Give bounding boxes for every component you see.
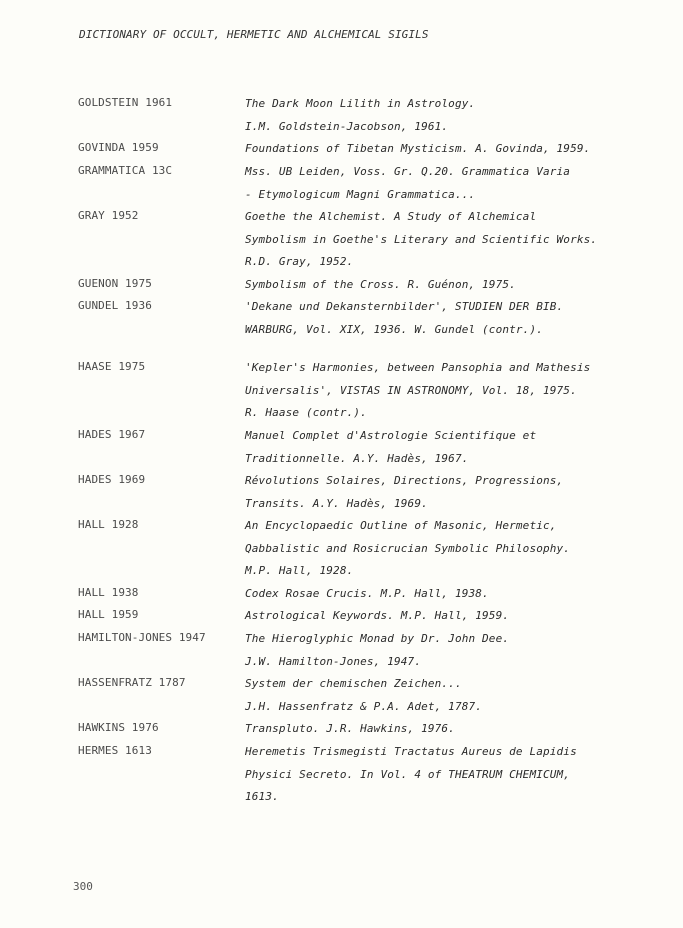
entry-description-line: Manuel Complet d'Astrologie Scientifique et <box>245 429 537 442</box>
entry-description-line: The Hieroglyphic Monad by Dr. John Dee. <box>245 632 510 645</box>
entry-description-line: Foundations of Tibetan Mysticism. A. Govinda, 1959. <box>245 142 591 155</box>
running-title: DICTIONARY OF OCCULT, HERMETIC AND ALCHEMICAL SIGILS <box>79 28 429 41</box>
entry-key: HERMES 1613 <box>78 744 152 757</box>
entry-description <box>245 141 590 164</box>
entry-key: HAMILTON-JONES 1947 <box>78 631 206 644</box>
entry-key: GOVINDA 1959 <box>78 141 159 154</box>
entry-key: GRAY 1952 <box>78 209 139 222</box>
entry-key: HALL 1938 <box>78 586 139 599</box>
entry-description-line: Transpluto. J.R. Hawkins, 1976. <box>245 722 455 735</box>
entry-description <box>245 428 536 473</box>
entry-description-line: Symbolism in Goethe's Literary and Scientific Works. <box>245 232 598 246</box>
entry-description-line: Codex Rosae Crucis. M.P. Hall, 1938. <box>245 587 489 600</box>
entry-description <box>245 518 570 586</box>
entry-description-line: Mss. UB Leiden, Voss. Gr. Q.20. Grammatica Varia <box>245 165 571 178</box>
entry-description <box>245 721 455 744</box>
entry-description <box>245 277 516 300</box>
entry-description-line: M.P. Hall, 1928. <box>245 564 354 578</box>
entry-key: HALL 1928 <box>78 518 139 531</box>
entry-key: GUNDEL 1936 <box>78 299 152 312</box>
entry-description <box>245 744 577 812</box>
entry-description <box>245 96 475 141</box>
entry-description-line: 1613. <box>245 790 279 804</box>
entry-description-line: Universalis', VISTAS IN ASTRONOMY, Vol. 18, 1975. <box>245 383 577 397</box>
entry-description-line: Transits. A.Y. Hadès, 1969. <box>245 496 428 510</box>
entry-key: GOLDSTEIN 1961 <box>78 96 173 109</box>
entry-key: HALL 1959 <box>78 608 139 621</box>
entry-description <box>245 608 509 631</box>
entry-key: HADES 1969 <box>78 473 146 486</box>
entry-description-line: An Encyclopaedic Outline of Masonic, Hermetic, <box>245 519 557 532</box>
entry-description-line: - Etymologicum Magni Grammatica... <box>245 187 476 201</box>
entry-description-line: 'Dekane und Dekansternbilder', STUDIEN DER BIB. <box>245 300 564 313</box>
entry-description <box>245 631 509 676</box>
entry-description-line: J.W. Hamilton-Jones, 1947. <box>245 654 422 668</box>
entry-description-line: R. Haase (contr.). <box>245 406 367 420</box>
entry-description-line: Symbolism of the Cross. R. Guénon, 1975. <box>245 278 516 291</box>
page-number: 300 <box>73 880 93 893</box>
entry-key: HASSENFRATZ 1787 <box>78 676 186 689</box>
entry-description-line: Traditionnelle. A.Y. Hadès, 1967. <box>245 451 469 465</box>
entry-description-line: The Dark Moon Lilith in Astrology. <box>245 97 476 110</box>
entry-description-line: WARBURG, Vol. XIX, 1936. W. Gundel (contr.). <box>245 322 543 336</box>
entry-key: GRAMMATICA 13C <box>78 164 173 177</box>
entry-description-line: Qabbalistic and Rosicrucian Symbolic Philosophy. <box>245 541 571 555</box>
entry-description <box>245 676 482 721</box>
entry-key: HAASE 1975 <box>78 360 146 373</box>
entry-description <box>245 209 597 277</box>
entry-description <box>245 164 570 209</box>
entry-description-line: System der chemischen Zeichen... <box>245 677 462 690</box>
entry-description-line: R.D. Gray, 1952. <box>245 255 354 269</box>
entry-description <box>245 473 563 518</box>
entry-key: HAWKINS 1976 <box>78 721 159 734</box>
entry-description-line: I.M. Goldstein-Jacobson, 1961. <box>245 119 449 133</box>
entry-description <box>245 586 489 609</box>
entry-description-line: Révolutions Solaires, Directions, Progressions, <box>245 474 564 487</box>
entry-description <box>245 299 563 344</box>
entry-key: HADES 1967 <box>78 428 146 441</box>
entry-description-line: Goethe the Alchemist. A Study of Alchemical <box>245 210 537 223</box>
entry-description-line: Physici Secreto. In Vol. 4 of THEATRUM CHEMICUM, <box>245 767 571 781</box>
entry-key: GUENON 1975 <box>78 277 152 290</box>
entry-description-line: 'Kepler's Harmonies, between Pansophia and Mathesis <box>245 361 591 374</box>
entry-description-line: J.H. Hassenfratz & P.A. Adet, 1787. <box>245 699 483 713</box>
entry-description-line: Heremetis Trismegisti Tractatus Aureus de Lapidis <box>245 745 577 758</box>
entry-description <box>245 360 590 428</box>
entry-description-line: Astrological Keywords. M.P. Hall, 1959. <box>245 609 510 622</box>
